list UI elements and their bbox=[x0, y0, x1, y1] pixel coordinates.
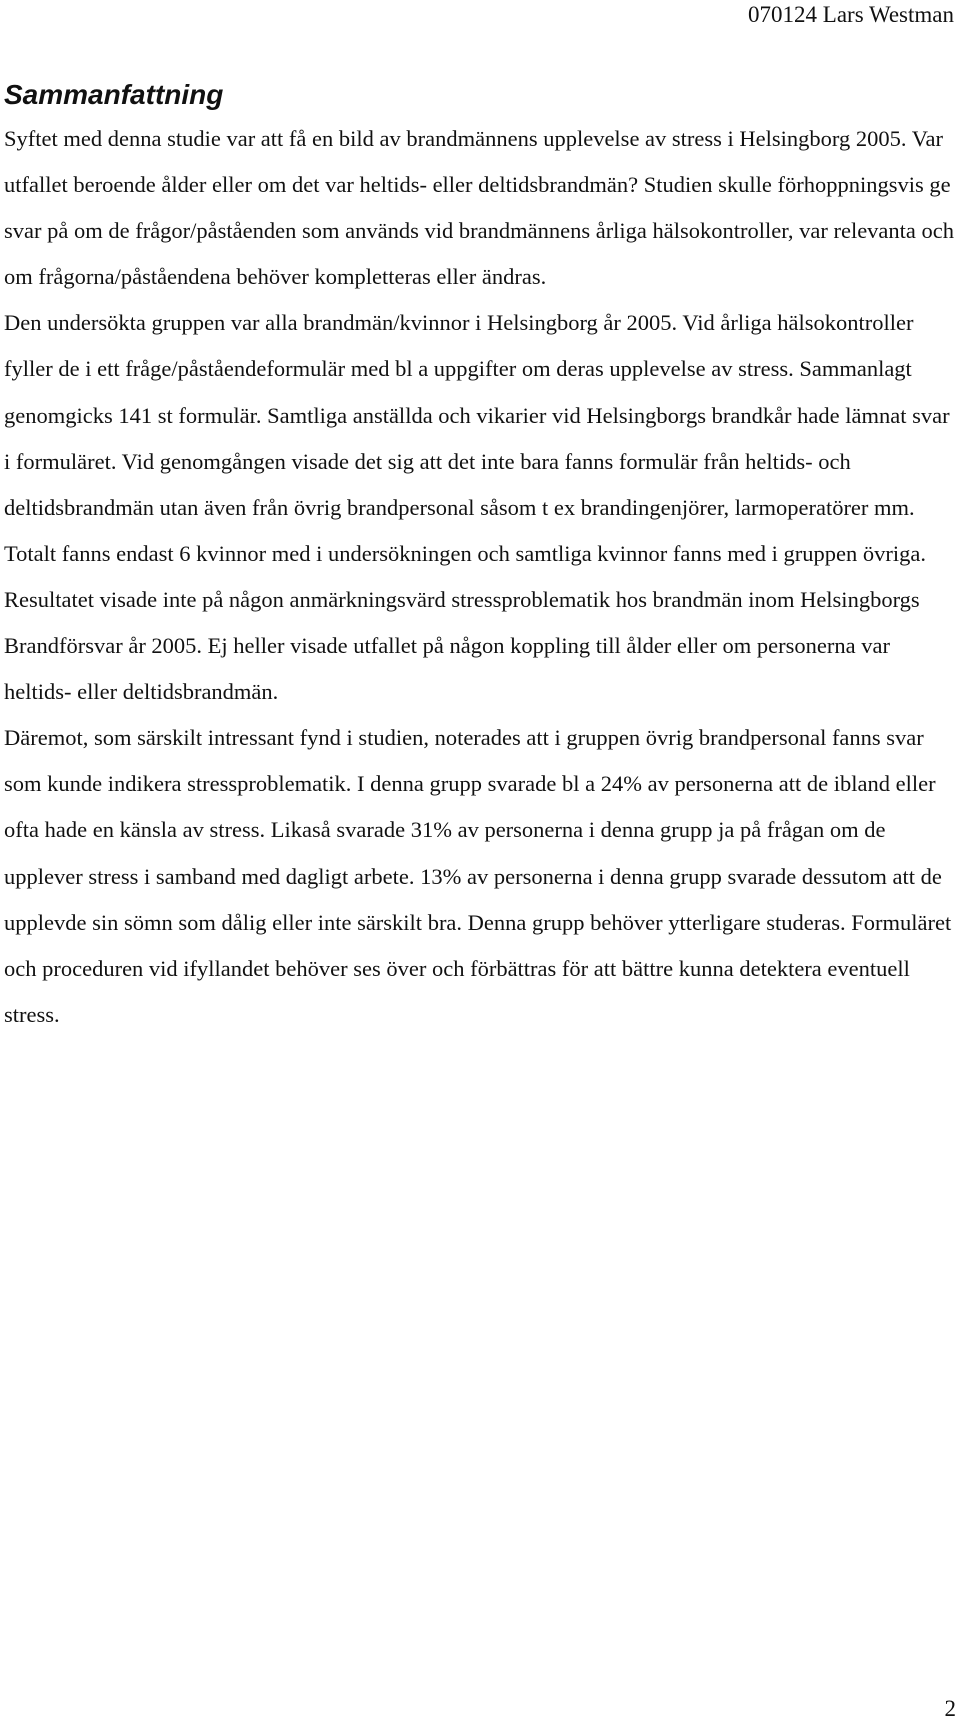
paragraph-purpose: Syftet med denna studie var att få en bild av brandmännens upplevelse av stress i Helsingborg 2005. Var utfallet beroende ålder eller om det var heltids- eller deltidsbrandmän? Studien skulle förhoppningsvis ge svar på om de frågor/påståenden som används vid brandmännens årliga hälsokontroller, var relevanta och om frågorna/påståendena behöver kompletteras eller ändras. bbox=[4, 126, 955, 290]
summary-body bbox=[4, 116, 956, 1038]
page-number: 2 bbox=[944, 1696, 956, 1721]
section-title: Sammanfattning bbox=[4, 79, 224, 110]
page-header: 070124 Lars Westman bbox=[748, 2, 954, 27]
paragraph-study-group: Den undersökta gruppen var alla brandmän/kvinnor i Helsingborg år 2005. Vid årliga hälsokontroller fyller de i ett fråge/påståendeformulär med bl a uppgifter om deras upplevelse av stress. Sammanlagt genomgicks 141 st formulär. Samtliga anställda och vikarier vid Helsingborgs brandkår hade lämnat svar i formuläret. Vid genomgången visade det sig att det inte bara fanns formulär från heltids- och deltidsbrandmän utan även från övrig brandpersonal såsom t ex brandingenjörer, larmoperatörer mm. Totalt fanns endast 6 kvinnor med i undersökningen och samtliga kvinnor fanns med i gruppen övriga. bbox=[4, 310, 950, 566]
paragraph-result: Resultatet visade inte på någon anmärkningsvärd stressproblematik hos brandmän inom Helsingborgs Brandförsvar år 2005. Ej heller visade utfallet på någon koppling till ålder eller om personerna var heltids- eller deltidsbrandmän. bbox=[4, 586, 920, 705]
paragraph-findings: Däremot, som särskilt intressant fynd i studien, noterades att i gruppen övrig brandpersonal fanns svar som kunde indikera stressproblematik. I denna grupp svarade bl a 24% av personerna att de ibland eller ofta hade en känsla av stress. Likaså svarade 31% av personerna i denna grupp ja på frågan om de upplever stress i samband med dagligt arbete. 13% av personerna i denna grupp svarade dessutom att de upplevde sin sömn som dålig eller inte särskilt bra. Denna grupp behöver ytterligare studeras. Formuläret och proceduren vid ifyllandet behöver ses över och förbättras för att bättre kunna detektera eventuell stress. bbox=[4, 725, 952, 1027]
